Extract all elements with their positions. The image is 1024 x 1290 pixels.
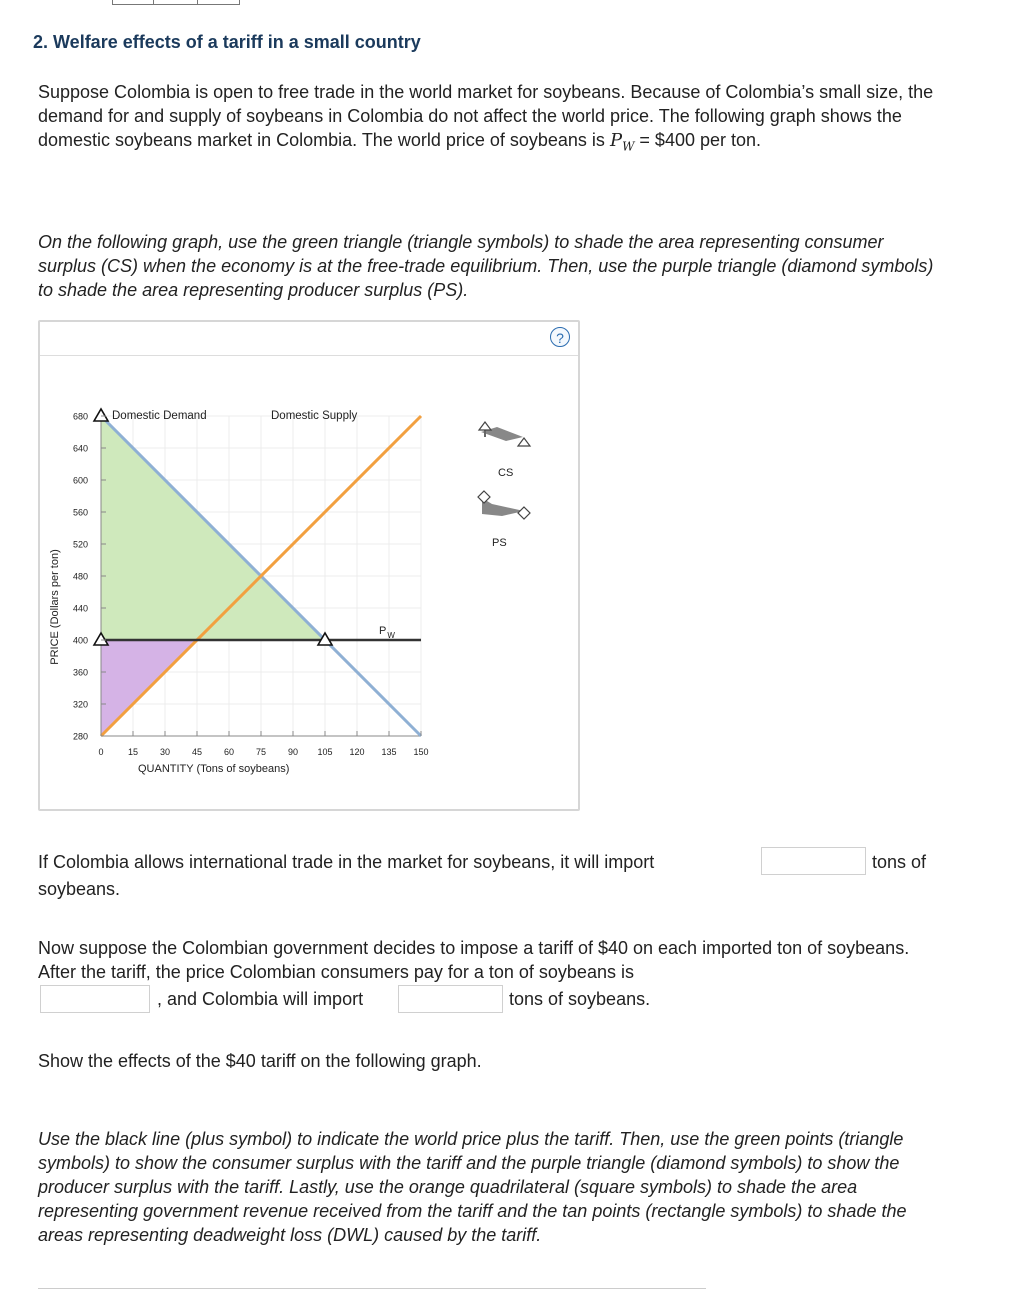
x-tick-label: 0 xyxy=(98,747,104,757)
x-tick-label: 105 xyxy=(317,747,333,757)
y-tick-label: 520 xyxy=(72,539,88,550)
y-tick-label: 360 xyxy=(72,667,88,678)
x-axis-ticks xyxy=(98,731,428,757)
x-tick-label: 135 xyxy=(381,747,397,757)
supply-label: Domestic Supply xyxy=(271,410,358,422)
y-tick-label: 680 xyxy=(72,411,88,422)
bottom-divider xyxy=(38,1288,706,1289)
tariff-import-input[interactable] xyxy=(398,985,503,1013)
cs-triangle-icon xyxy=(479,422,491,430)
y-axis-label: PRICE (Dollars per ton) xyxy=(49,549,61,665)
x-tick-label: 60 xyxy=(223,747,235,757)
pw-label: $P_W$ xyxy=(379,625,395,640)
graph-panel-free-trade xyxy=(38,320,580,811)
top-toolbar-stub xyxy=(112,0,240,5)
x-tick-label: 15 xyxy=(127,747,139,757)
intro-text: Suppose Colombia is open to free trade in the world market for soybeans. Because of Colombia’s small size, the demand for and supply of soybeans in Colombia do not affect the world price. The following graph shows the domestic soybeans market in Colombia. The world price of soybeans is xyxy=(38,82,934,150)
x-tick-label: 75 xyxy=(255,747,267,757)
x-axis-label: QUANTITY (Tons of soybeans) xyxy=(138,763,290,775)
cs-tool[interactable] xyxy=(479,422,530,479)
ps-tool[interactable] xyxy=(478,491,530,549)
y-tick-label: 320 xyxy=(72,699,88,710)
show-effects-text: Show the effects of the $40 tariff on the following graph. xyxy=(38,1051,482,1071)
tariff-end-text: tons of soybeans. xyxy=(509,989,651,1009)
pw-value: = $400 per ton. xyxy=(634,130,762,150)
question-heading: 2. Welfare effects of a tariff in a small country xyxy=(33,32,421,52)
y-tick-label: 400 xyxy=(72,635,88,646)
import-text-after: tons of xyxy=(872,852,927,872)
tariff-question-text: Now suppose the Colombian government decides to impose a tariff of $40 on each imported ton of soybeans. After the tariff, the price Colombian consumers pay for a ton of soybeans is xyxy=(38,938,910,982)
instructions-2: Use the black line (plus symbol) to indicate the world price plus the tariff. Then, use the green points (triangle symbols) to show the consumer surplus with the tariff and the purple triangle (diamond symbols) to show the producer surplus with the tariff. Lastly, use the orange quadrilateral (square symbols) to shade the area representing government revenue received from the tariff and the tan points (rectangle symbols) to shade the areas representing deadweight loss (DWL) caused by the tariff. xyxy=(38,1129,907,1245)
instructions-1: On the following graph, use the green triangle (triangle symbols) to shade the area representing consumer surplus (CS) when the economy is at the free-trade equilibrium. Then, use the purple triangle (diamond symbols) to shade the area representing producer surplus (PS). xyxy=(38,232,934,300)
import-question-text: If Colombia allows international trade in the market for soybeans, it will import xyxy=(38,852,655,872)
cs-tool-label: CS xyxy=(498,467,514,479)
tariff-mid-text: , and Colombia will import xyxy=(157,989,364,1009)
intro-paragraph xyxy=(38,80,938,159)
y-tick-label: 280 xyxy=(72,731,88,742)
free-trade-chart xyxy=(40,322,580,811)
x-tick-label: 45 xyxy=(191,747,203,757)
y-tick-label: 640 xyxy=(72,443,88,454)
y-tick-label: 560 xyxy=(72,507,88,518)
x-tick-label: 120 xyxy=(349,747,365,757)
pw-symbol: $P_W$ xyxy=(609,130,635,154)
y-tick-label: 480 xyxy=(72,571,88,582)
x-tick-label: 90 xyxy=(287,747,299,757)
ps-tool-label: PS xyxy=(492,537,507,549)
x-tick-label: 30 xyxy=(159,747,171,757)
x-tick-label: 150 xyxy=(413,747,429,757)
demand-label: Domestic Demand xyxy=(112,410,207,422)
ps-diamond-icon xyxy=(478,491,490,503)
ps-diamond-icon xyxy=(518,507,530,519)
import-text-cont: soybeans. xyxy=(38,879,121,899)
tariff-price-input[interactable] xyxy=(40,985,150,1013)
y-tick-label: 440 xyxy=(72,603,88,614)
cs-vertex-triangle xyxy=(94,409,108,421)
import-quantity-input[interactable] xyxy=(761,847,866,875)
y-tick-label: 600 xyxy=(72,475,88,486)
cs-triangle-icon xyxy=(518,438,530,446)
help-icon[interactable]: ? xyxy=(550,327,570,347)
